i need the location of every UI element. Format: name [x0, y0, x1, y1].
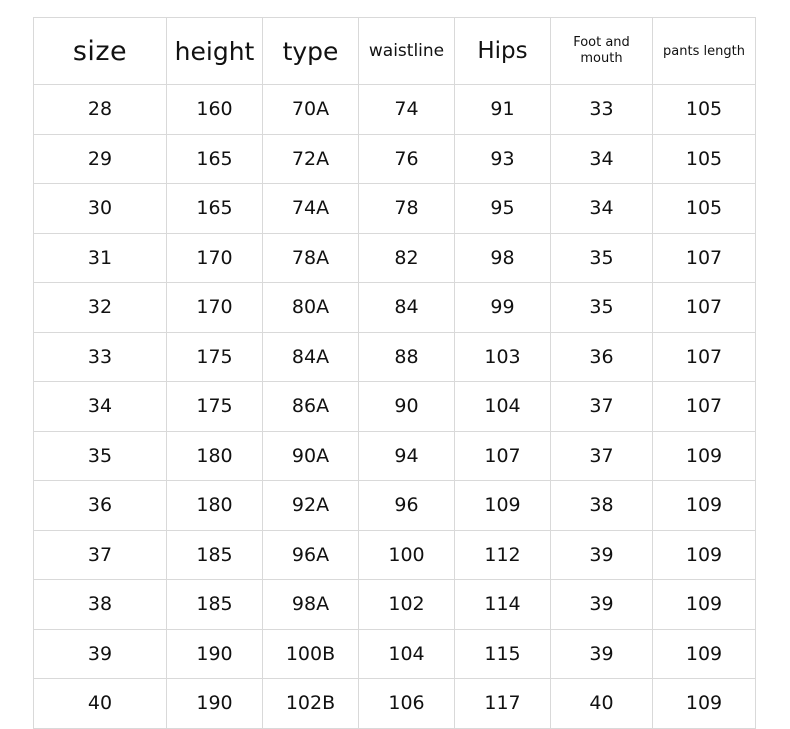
cell-size: 39 [34, 629, 167, 679]
cell-hips: 99 [455, 283, 551, 333]
cell-type: 84A [263, 332, 359, 382]
cell-height: 175 [167, 382, 263, 432]
cell-size: 36 [34, 481, 167, 531]
cell-waistline: 84 [359, 283, 455, 333]
cell-foot-and-mouth: 39 [551, 629, 653, 679]
cell-type: 80A [263, 283, 359, 333]
cell-height: 160 [167, 85, 263, 135]
cell-size: 35 [34, 431, 167, 481]
cell-pants-length: 109 [653, 580, 756, 630]
cell-waistline: 96 [359, 481, 455, 531]
cell-pants-length: 107 [653, 332, 756, 382]
cell-waistline: 100 [359, 530, 455, 580]
table-row [34, 134, 756, 184]
cell-foot-and-mouth: 35 [551, 233, 653, 283]
cell-foot-and-mouth: 37 [551, 431, 653, 481]
cell-foot-and-mouth: 33 [551, 85, 653, 135]
cell-height: 190 [167, 679, 263, 729]
cell-foot-and-mouth: 35 [551, 283, 653, 333]
cell-hips: 95 [455, 184, 551, 234]
table-header [34, 18, 756, 85]
cell-foot-and-mouth: 36 [551, 332, 653, 382]
cell-hips: 112 [455, 530, 551, 580]
cell-type: 96A [263, 530, 359, 580]
cell-waistline: 88 [359, 332, 455, 382]
cell-size: 37 [34, 530, 167, 580]
table-row [34, 233, 756, 283]
cell-size: 38 [34, 580, 167, 630]
cell-waistline: 74 [359, 85, 455, 135]
header-row [34, 18, 756, 85]
cell-foot-and-mouth: 39 [551, 580, 653, 630]
cell-pants-length: 105 [653, 184, 756, 234]
cell-height: 165 [167, 134, 263, 184]
cell-size: 33 [34, 332, 167, 382]
cell-pants-length: 109 [653, 481, 756, 531]
cell-waistline: 78 [359, 184, 455, 234]
cell-hips: 91 [455, 85, 551, 135]
table-row [34, 184, 756, 234]
cell-type: 78A [263, 233, 359, 283]
cell-foot-and-mouth: 39 [551, 530, 653, 580]
cell-waistline: 90 [359, 382, 455, 432]
cell-hips: 93 [455, 134, 551, 184]
cell-type: 102B [263, 679, 359, 729]
size-chart-table [33, 17, 756, 729]
cell-size: 31 [34, 233, 167, 283]
table-row [34, 580, 756, 630]
cell-hips: 107 [455, 431, 551, 481]
cell-height: 170 [167, 233, 263, 283]
header-pants-length: pants length [653, 18, 756, 85]
header-foot-and-mouth: Foot and mouth [551, 18, 653, 85]
cell-size: 29 [34, 134, 167, 184]
cell-waistline: 102 [359, 580, 455, 630]
cell-type: 92A [263, 481, 359, 531]
cell-hips: 115 [455, 629, 551, 679]
cell-type: 100B [263, 629, 359, 679]
cell-type: 90A [263, 431, 359, 481]
cell-hips: 114 [455, 580, 551, 630]
cell-height: 180 [167, 431, 263, 481]
table-row [34, 481, 756, 531]
table-row [34, 85, 756, 135]
cell-pants-length: 107 [653, 382, 756, 432]
table-row [34, 431, 756, 481]
table-row [34, 382, 756, 432]
cell-height: 175 [167, 332, 263, 382]
header-waistline: waistline [359, 18, 455, 85]
table-row [34, 629, 756, 679]
cell-height: 180 [167, 481, 263, 531]
cell-type: 86A [263, 382, 359, 432]
header-hips: Hips [455, 18, 551, 85]
cell-pants-length: 109 [653, 679, 756, 729]
cell-foot-and-mouth: 37 [551, 382, 653, 432]
cell-height: 185 [167, 580, 263, 630]
table-row [34, 530, 756, 580]
cell-hips: 98 [455, 233, 551, 283]
cell-foot-and-mouth: 34 [551, 134, 653, 184]
cell-size: 34 [34, 382, 167, 432]
header-height: height [167, 18, 263, 85]
header-type: type [263, 18, 359, 85]
cell-pants-length: 107 [653, 233, 756, 283]
cell-height: 170 [167, 283, 263, 333]
cell-size: 40 [34, 679, 167, 729]
cell-hips: 104 [455, 382, 551, 432]
cell-hips: 117 [455, 679, 551, 729]
cell-hips: 103 [455, 332, 551, 382]
table-body [34, 85, 756, 729]
cell-pants-length: 109 [653, 530, 756, 580]
cell-height: 165 [167, 184, 263, 234]
cell-pants-length: 105 [653, 85, 756, 135]
cell-height: 185 [167, 530, 263, 580]
header-size: size [34, 18, 167, 85]
cell-size: 30 [34, 184, 167, 234]
cell-waistline: 94 [359, 431, 455, 481]
table-row [34, 679, 756, 729]
cell-foot-and-mouth: 40 [551, 679, 653, 729]
table-row [34, 332, 756, 382]
cell-pants-length: 105 [653, 134, 756, 184]
cell-pants-length: 109 [653, 629, 756, 679]
cell-type: 74A [263, 184, 359, 234]
cell-pants-length: 109 [653, 431, 756, 481]
cell-foot-and-mouth: 34 [551, 184, 653, 234]
cell-pants-length: 107 [653, 283, 756, 333]
cell-waistline: 76 [359, 134, 455, 184]
table-row [34, 283, 756, 333]
cell-waistline: 106 [359, 679, 455, 729]
cell-waistline: 104 [359, 629, 455, 679]
cell-type: 72A [263, 134, 359, 184]
cell-height: 190 [167, 629, 263, 679]
cell-size: 28 [34, 85, 167, 135]
cell-size: 32 [34, 283, 167, 333]
cell-type: 98A [263, 580, 359, 630]
cell-type: 70A [263, 85, 359, 135]
cell-waistline: 82 [359, 233, 455, 283]
cell-foot-and-mouth: 38 [551, 481, 653, 531]
cell-hips: 109 [455, 481, 551, 531]
